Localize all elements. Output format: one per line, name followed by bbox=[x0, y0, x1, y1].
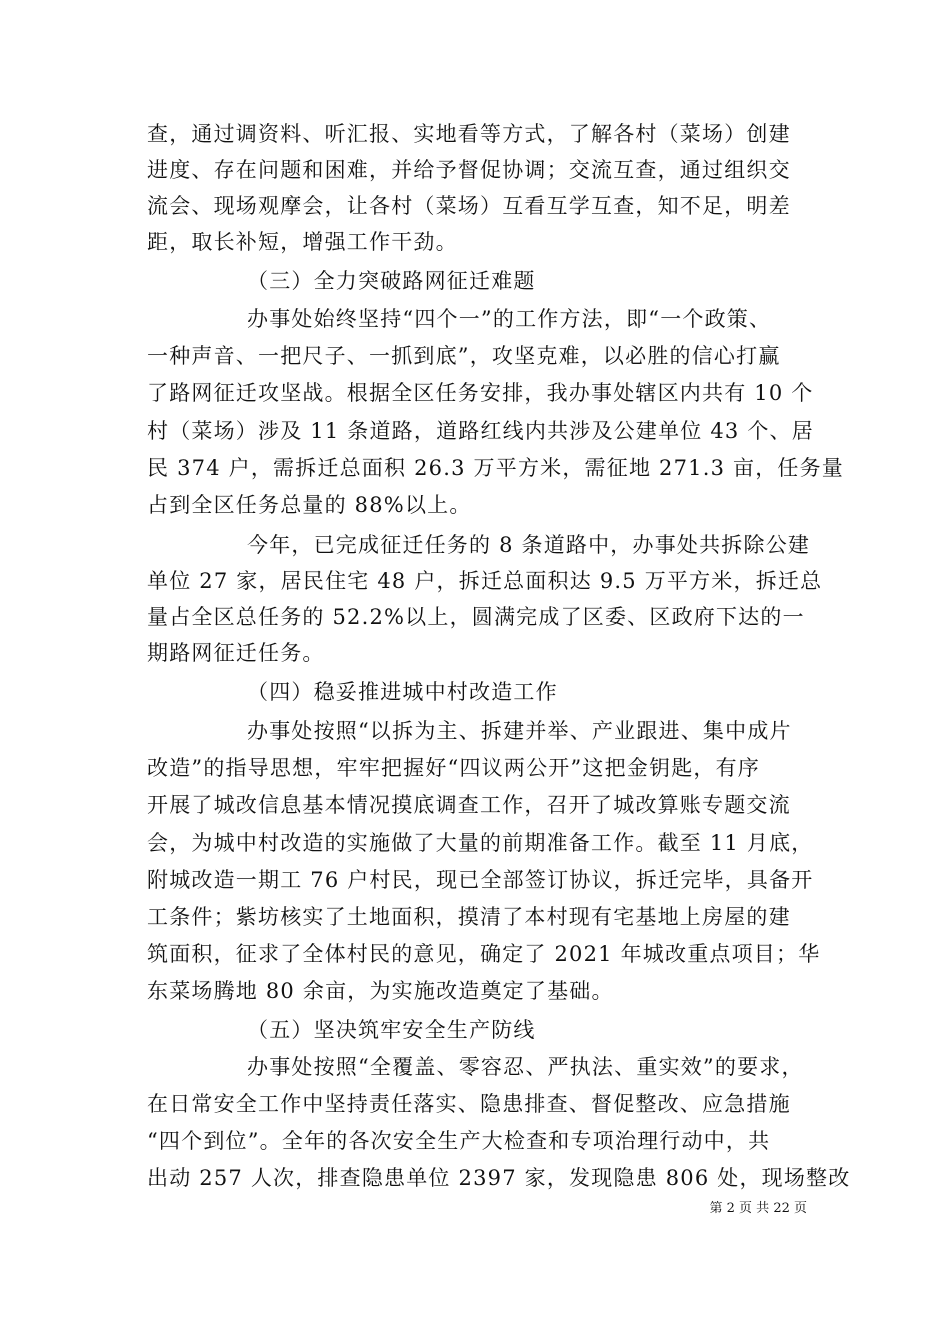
body-line: 改造”的指导思想，牢牢把握好“四议两公开”这把金钥匙，有序 bbox=[147, 756, 761, 780]
body-line: 办事处始终坚持“四个一”的工作方法，即“一个政策、 bbox=[247, 307, 772, 331]
body-line: 东菜场腾地 80 余亩，为实施改造奠定了基础。 bbox=[147, 979, 614, 1003]
body-line: 在日常安全工作中坚持责任落实、隐患排查、督促整改、应急措施 bbox=[147, 1092, 791, 1116]
body-line: 会，为城中村改造的实施做了大量的前期准备工作。截至 11 月底， bbox=[147, 831, 814, 855]
body-line: 占到全区任务总量的 88%以上。 bbox=[147, 493, 472, 517]
body-line: 开展了城改信息基本情况摸底调查工作，召开了城改算账专题交流 bbox=[147, 793, 791, 817]
body-line: 筑面积，征求了全体村民的意见，确定了 2021 年城改重点项目；华 bbox=[147, 942, 821, 966]
body-line: 办事处按照“全覆盖、零容忍、严执法、重实效”的要求， bbox=[247, 1055, 804, 1079]
section-heading: （三）全力突破路网征迁难题 bbox=[247, 269, 536, 293]
body-line: 查，通过调资料、听汇报、实地看等方式，了解各村（菜场）创建 bbox=[147, 122, 791, 146]
body-line: 民 374 户，需拆迁总面积 26.3 万平方米，需征地 271.3 亩，任务量 bbox=[147, 456, 845, 480]
body-line: “四个到位”。全年的各次安全生产大检查和专项治理行动中，共 bbox=[147, 1129, 771, 1153]
body-line: 流会、现场观摩会，让各村（菜场）互看互学互查，知不足，明差 bbox=[147, 194, 791, 218]
body-line: 今年，已完成征迁任务的 8 条道路中，办事处共拆除公建 bbox=[247, 533, 811, 557]
body-line: 出动 257 人次，排查隐患单位 2397 家，发现隐患 806 处，现场整改 bbox=[147, 1166, 851, 1190]
body-line: 了路网征迁攻坚战。根据全区任务安排，我办事处辖区内共有 10 个 bbox=[147, 381, 814, 405]
page-number: 第 2 页 共 22 页 bbox=[709, 1201, 807, 1216]
body-line: 量占全区总任务的 52.2%以上，圆满完成了区委、区政府下达的一 bbox=[147, 605, 805, 629]
section-heading: （四）稳妥推进城中村改造工作 bbox=[247, 680, 558, 704]
body-line: 单位 27 家，居民住宅 48 户，拆迁总面积达 9.5 万平方米，拆迁总 bbox=[147, 569, 823, 593]
body-line: 距，取长补短，增强工作干劲。 bbox=[147, 230, 458, 254]
body-line: 期路网征迁任务。 bbox=[147, 641, 325, 665]
body-line: 进度、存在问题和困难，并给予督促协调；交流互查，通过组织交 bbox=[147, 158, 791, 182]
body-line: 工条件；紫坊核实了土地面积，摸清了本村现有宅基地上房屋的建 bbox=[147, 905, 791, 929]
body-line: 一种声音、一把尺子、一抓到底”，攻坚克难，以必胜的信心打赢 bbox=[147, 344, 781, 368]
body-line: 办事处按照“以拆为主、拆建并举、产业跟进、集中成片 bbox=[247, 719, 792, 743]
body-line: 附城改造一期工 76 户村民，现已全部签订协议，拆迁完毕，具备开 bbox=[147, 868, 814, 892]
body-line: 村（菜场）涉及 11 条道路，道路红线内共涉及公建单位 43 个、居 bbox=[147, 419, 814, 443]
section-heading: （五）坚决筑牢安全生产防线 bbox=[247, 1018, 536, 1042]
